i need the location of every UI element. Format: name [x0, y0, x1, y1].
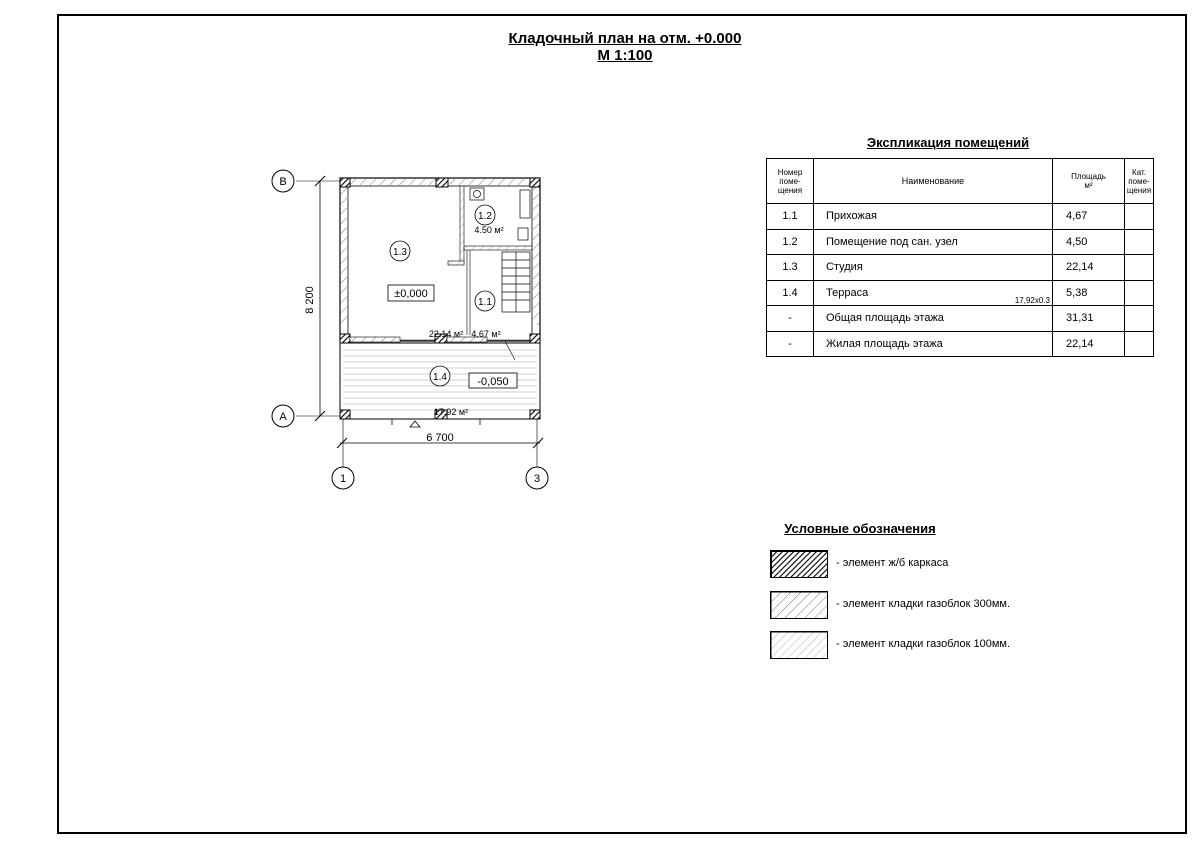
room-1-1-area: 4.67 м²: [471, 329, 501, 339]
dimension-vertical: [296, 176, 342, 421]
drawing-scale: М 1:100: [597, 47, 653, 64]
axis-bottom: [272, 405, 294, 427]
header-name: Наименование: [814, 159, 1053, 204]
axis-left: [332, 467, 354, 489]
dimension-width: 6 700: [426, 432, 454, 444]
header-number: Номер поме- щения: [767, 159, 814, 204]
svg-text:1.1: 1.1: [478, 297, 492, 308]
svg-text:А: А: [279, 411, 287, 423]
room-1-2-area: 4.50 м²: [474, 225, 504, 235]
room-1-4: [430, 366, 468, 417]
header-area: Площадь м²: [1053, 159, 1125, 204]
svg-text:-0,050: -0,050: [477, 376, 509, 388]
table-row: - Жилая площадь этажа 22,14: [767, 331, 1154, 357]
level-terrace: [469, 373, 517, 388]
svg-text:В: В: [279, 176, 287, 188]
svg-text:1.4: 1.4: [433, 372, 447, 383]
table-row: 1.1 Прихожая 4,67: [767, 204, 1154, 230]
svg-text:±0,000: ±0,000: [394, 288, 428, 300]
svg-text:1.2: 1.2: [478, 211, 492, 222]
explication-header-row: [767, 159, 1154, 204]
axis-right: [526, 467, 548, 489]
svg-text:1.3: 1.3: [393, 247, 407, 258]
explication-table: [766, 158, 1154, 357]
legend-title: Условные обозначения: [784, 521, 936, 536]
axis-top: [272, 170, 294, 192]
hatch-light-swatch: [770, 591, 828, 619]
row-name: Терраса: [826, 286, 869, 299]
room-1-1: [471, 291, 500, 339]
room-1-4-area: 17.92 м²: [433, 407, 469, 417]
level-main: [388, 285, 434, 301]
table-row: 1.4 Терраса 17,92х0.3 5,38: [767, 280, 1154, 306]
explication-title: Экспликация помещений: [866, 135, 1030, 150]
room-1-3-area: 22.14 м²: [428, 329, 464, 339]
header-category: Кат. поме- щения: [1125, 159, 1154, 204]
dimension-height: 8 200: [304, 286, 316, 314]
drawing-title: Кладочный план на отм. +0.000: [508, 30, 742, 47]
hatch-dense-swatch: [770, 550, 828, 578]
table-row: 1.2 Помещение под сан. узел 4,50: [767, 229, 1154, 255]
row-note: 17,92х0.3: [1014, 296, 1050, 305]
hatch-thin-swatch: [770, 631, 828, 659]
table-row: 1.3 Студия 22,14: [767, 255, 1154, 281]
room-1-2: [474, 205, 503, 235]
table-row: - Общая площадь этажа 31,31: [767, 306, 1154, 332]
svg-text:1: 1: [339, 473, 347, 485]
svg-text:3: 3: [533, 473, 541, 485]
dimension-horizontal: [337, 418, 543, 468]
